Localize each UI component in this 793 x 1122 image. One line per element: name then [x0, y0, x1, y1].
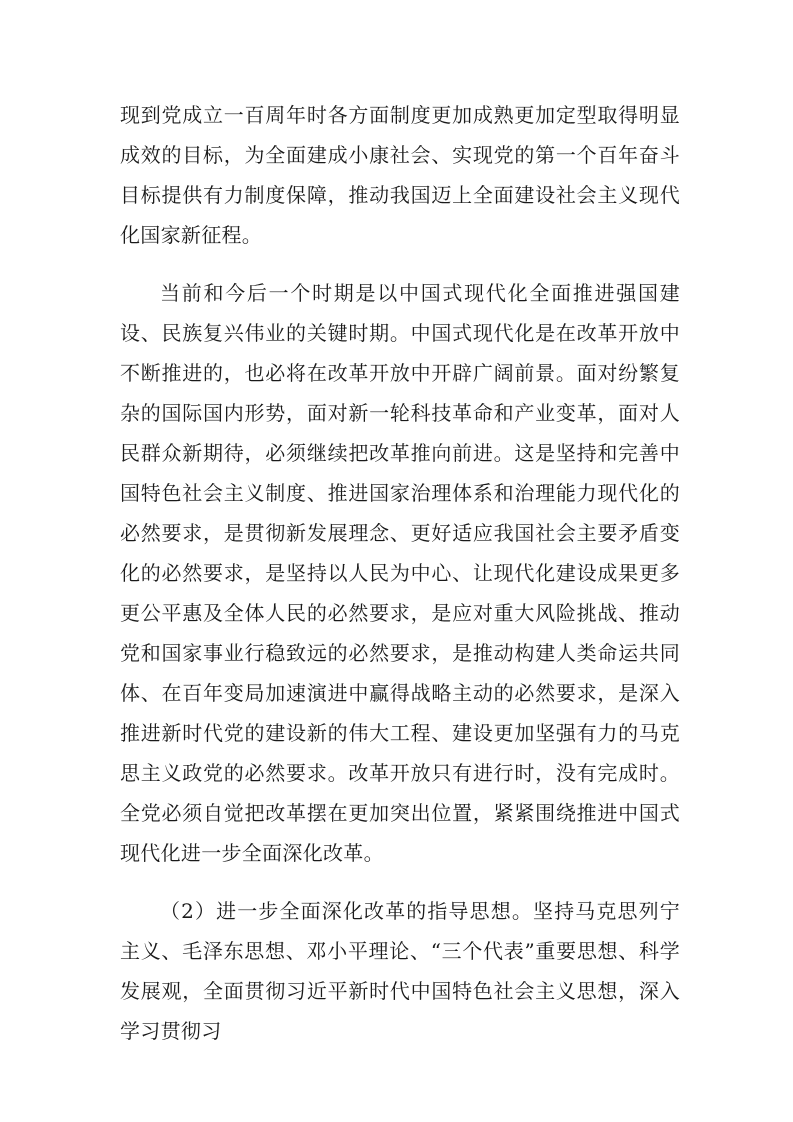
paragraph-continuation: 现到党成立一百周年时各方面制度更加成熟更加定型取得明显成效的目标，为全面建成小康社会、实现党的第一个百年奋斗目标提供有力制度保障，推动我国迈上全面建设社会主义现代化国家新征程。	[120, 103, 680, 247]
paragraph-guiding-ideology: （2）进一步全面深化改革的指导思想。坚持马克思列宁主义、毛泽东思想、邓小平理论、“三个代表”重要思想、科学发展观，全面贯彻习近平新时代中国特色社会主义思想，深入学习贯彻习	[120, 899, 680, 1043]
document-page	[120, 95, 680, 1069]
paragraph-current-period: 当前和今后一个时期是以中国式现代化全面推进强国建设、民族复兴伟业的关键时期。中国式现代化是在改革开放中不断推进的，也必将在改革开放中开辟广阔前景。面对纷繁复杂的国际国内形势，面对新一轮科技革命和产业变革，面对人民群众新期待，必须继续把改革推向前进。这是坚持和完善中国特色社会主义制度、推进国家治理体系和治理能力现代化的必然要求，是贯彻新发展理念、更好适应我国社会主要矛盾变化的必然要求，是坚持以人民为中心、让现代化建设成果更多更公平惠及全体人民的必然要求，是应对重大风险挑战、推动党和国家事业行稳致远的必然要求，是推动构建人类命运共同体、在百年变局加速演进中赢得战略主动的必然要求，是深入推进新时代党的建设新的伟大工程、建设更加坚强有力的马克思主义政党的必然要求。改革开放只有进行时，没有完成时。全党必须自觉把改革摆在更加突出位置，紧紧围绕推进中国式现代化进一步全面深化改革。	[120, 281, 680, 865]
